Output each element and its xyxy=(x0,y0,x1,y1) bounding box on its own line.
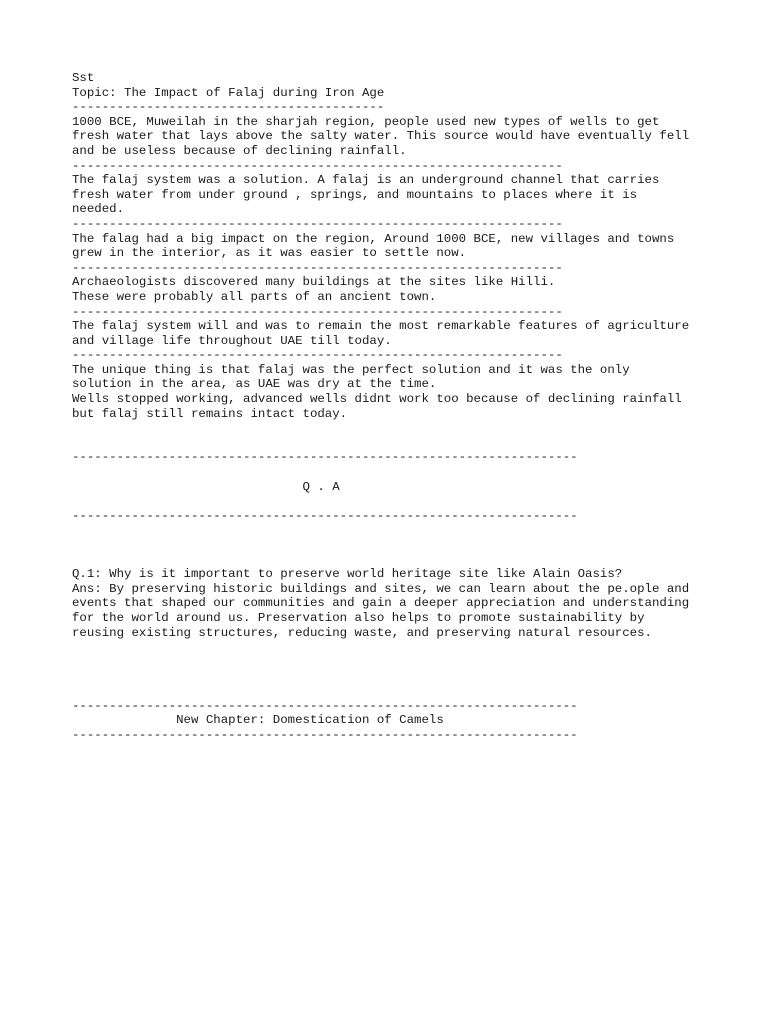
divider: ------------------------------------------------------------------ xyxy=(72,260,563,275)
chapter-heading: New Chapter: Domestication of Camels xyxy=(72,713,444,728)
paragraph-line: These were probably all parts of an ancient town. xyxy=(72,289,437,304)
document-subject: Sst xyxy=(72,71,95,85)
divider: -------------------------------------------------------------------- xyxy=(72,698,578,713)
blank-line xyxy=(72,436,752,451)
qa-heading: Q . A xyxy=(72,479,340,494)
divider: ------------------------------------------------------------------ xyxy=(72,158,563,173)
paragraph-line: The unique thing is that falaj was the perfect solution and it was the only xyxy=(72,362,630,377)
paragraph-line: The falaj system will and was to remain the most remarkable features of agriculture xyxy=(72,319,690,334)
blank-line xyxy=(72,421,752,436)
blank-line xyxy=(72,553,752,568)
blank-line xyxy=(72,684,752,699)
divider: -------------------------------------------------------------------- xyxy=(72,727,578,742)
divider: ------------------------------------------------------------------ xyxy=(72,304,563,319)
paragraph-line: Wells stopped working, advanced wells didnt work too because of declining rainfall xyxy=(72,392,682,407)
paragraph-line: and village life throughout UAE till today. xyxy=(72,333,392,348)
paragraph-line: needed. xyxy=(72,202,125,217)
paragraph-line: The falaj system was a solution. A falaj is an underground channel that carries xyxy=(72,173,660,188)
blank-line xyxy=(72,538,752,553)
paragraph-line: 1000 BCE, Muweilah in the sharjah region, people used new types of wells to get xyxy=(72,114,660,129)
answer-line: for the world around us. Preservation also helps to promote sustainability by xyxy=(72,610,645,625)
answer-line: events that shaped our communities and gain a deeper appreciation and understanding xyxy=(72,596,690,611)
divider: ------------------------------------------------------------------ xyxy=(72,216,563,231)
paragraph-line: solution in the area, as UAE was dry at the time. xyxy=(72,377,437,392)
paragraph-line: and be useless because of declining rainfall. xyxy=(72,143,407,158)
blank-line xyxy=(72,655,752,670)
blank-line xyxy=(72,640,752,655)
paragraph-line: The falag had a big impact on the region, Around 1000 BCE, new villages and towns xyxy=(72,231,675,246)
blank-line xyxy=(72,465,752,480)
blank-line xyxy=(72,523,752,538)
answer-line: Ans: By preserving historic buildings and sites, we can learn about the pe.ople and xyxy=(72,581,690,596)
divider: -------------------------------------------------------------------- xyxy=(72,508,578,523)
answer-line: reusing existing structures, reducing waste, and preserving natural resources. xyxy=(72,625,652,640)
paragraph-line: fresh water from under ground , springs, and mountains to places where it is xyxy=(72,187,638,202)
paragraph-line: grew in the interior, as it was easier to settle now. xyxy=(72,246,467,261)
divider: ------------------------------------------ xyxy=(72,100,385,115)
question-line: Q.1: Why is it important to preserve world heritage site like Alain Oasis? xyxy=(72,567,623,582)
paragraph-line: Archaeologists discovered many buildings at the sites like Hilli. xyxy=(72,275,556,290)
document-body xyxy=(72,71,752,742)
topic-heading: Topic: The Impact of Falaj during Iron Age xyxy=(72,85,385,100)
divider: ------------------------------------------------------------------ xyxy=(72,348,563,363)
paragraph-line: but falaj still remains intact today. xyxy=(72,406,348,421)
divider: -------------------------------------------------------------------- xyxy=(72,450,578,465)
paragraph-line: fresh water that lays above the salty water. This source would have eventually fell xyxy=(72,129,690,144)
blank-line xyxy=(72,494,752,509)
blank-line xyxy=(72,669,752,684)
